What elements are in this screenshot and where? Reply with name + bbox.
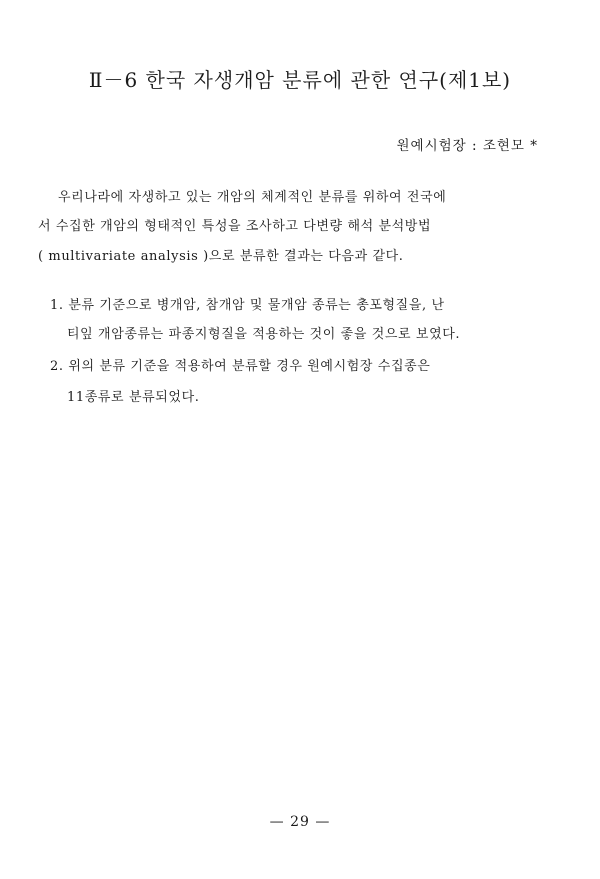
author-line: 원예시험장 : 조현모 * xyxy=(396,138,538,154)
finding-2-line-1: 2. 위의 분류 기준을 적용하여 분류할 경우 원예시험장 수집종은 xyxy=(50,359,431,374)
finding-1-line-2: 티잎 개암종류는 파종지형질을 적용하는 것이 좋을 것으로 보였다. xyxy=(67,327,461,342)
document-title: Ⅱ－6 한국 자생개암 분류에 관한 연구(제1보) xyxy=(88,68,512,92)
intro-line-3: ( multivariate analysis )으로 분류한 결과는 다음과 같다. xyxy=(38,249,404,264)
intro-line-1: 우리나라에 자생하고 있는 개암의 체계적인 분류를 위하여 전국에 xyxy=(58,190,447,205)
page-number: — 29 — xyxy=(269,814,331,830)
finding-2-line-2: 11종류로 분류되었다. xyxy=(67,390,200,405)
intro-line-2: 서 수집한 개암의 형태적인 특성을 조사하고 다변량 해석 분석방법 xyxy=(38,219,432,234)
finding-1-line-1: 1. 분류 기준으로 병개암, 참개암 및 물개암 종류는 총포형질을, 난 xyxy=(50,298,445,313)
